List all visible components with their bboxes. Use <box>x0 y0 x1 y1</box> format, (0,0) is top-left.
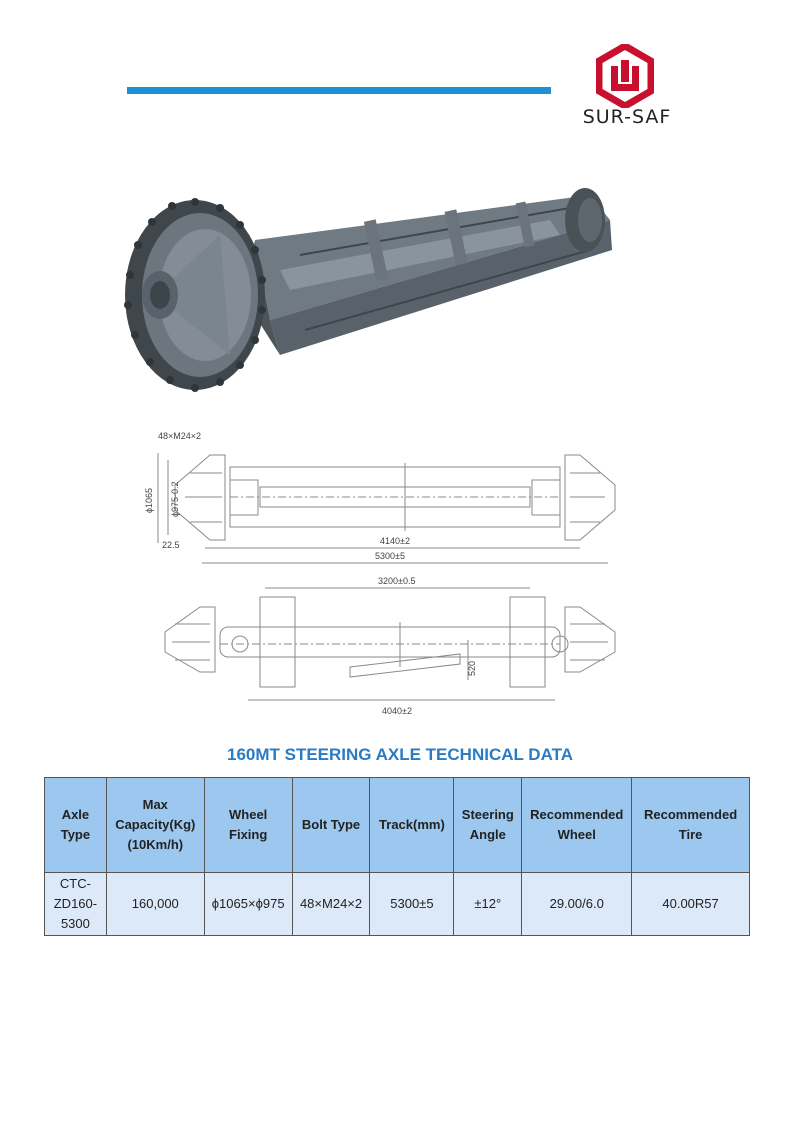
header-rule <box>127 87 551 94</box>
col-header-wheel-fixing: Wheel Fixing <box>204 778 292 873</box>
col-header-steering-angle: Steering Angle <box>454 778 522 873</box>
axle-product-photo <box>120 180 620 410</box>
col-header-recommended-wheel: Recommended Wheel <box>522 778 632 873</box>
col-header-max-capacity: Max Capacity(Kg) (10Km/h) <box>106 778 204 873</box>
cell-recommended-tire: 40.00R57 <box>632 873 750 936</box>
hexagon-logo-icon <box>596 44 654 108</box>
bottom-span-label: 4040±2 <box>382 706 412 716</box>
front-view-drawing <box>130 572 630 722</box>
col-header-recommended-tire: Recommended Tire <box>632 778 750 873</box>
table-header-row <box>45 778 750 873</box>
king-pin-span-label: 3200±0.5 <box>378 576 416 586</box>
table-row <box>45 873 750 936</box>
top-view-drawing <box>130 425 630 575</box>
inner-span-label: 4140±2 <box>380 536 410 546</box>
technical-data-table <box>44 777 750 936</box>
technical-data-title: 160MT STEERING AXLE TECHNICAL DATA <box>226 745 573 764</box>
cell-track: 5300±5 <box>370 873 454 936</box>
sur-saf-logo <box>560 42 690 132</box>
col-header-bolt-type: Bolt Type <box>292 778 370 873</box>
cell-axle-type: CTC-ZD160-5300 <box>45 873 107 936</box>
cell-max-capacity: 160,000 <box>106 873 204 936</box>
offset-label: 22.5 <box>162 540 180 550</box>
cell-wheel-fixing: ϕ1065×ϕ975 <box>204 873 292 936</box>
bolt-pattern-label: 48×M24×2 <box>158 431 202 441</box>
track-label: 5300±5 <box>375 551 405 561</box>
inner-diameter-label: ϕ975-0.2 <box>170 481 180 517</box>
col-header-axle-type: Axle Type <box>45 778 107 873</box>
cell-bolt-type: 48×M24×2 <box>292 873 370 936</box>
cell-steering-angle: ±12° <box>454 873 522 936</box>
cell-recommended-wheel: 29.00/6.0 <box>522 873 632 936</box>
height-label: 520 <box>467 660 477 676</box>
outer-diameter-label: ϕ1065 <box>144 487 154 513</box>
col-header-track: Track(mm) <box>370 778 454 873</box>
brand-name: SUR-SAF <box>582 106 672 128</box>
